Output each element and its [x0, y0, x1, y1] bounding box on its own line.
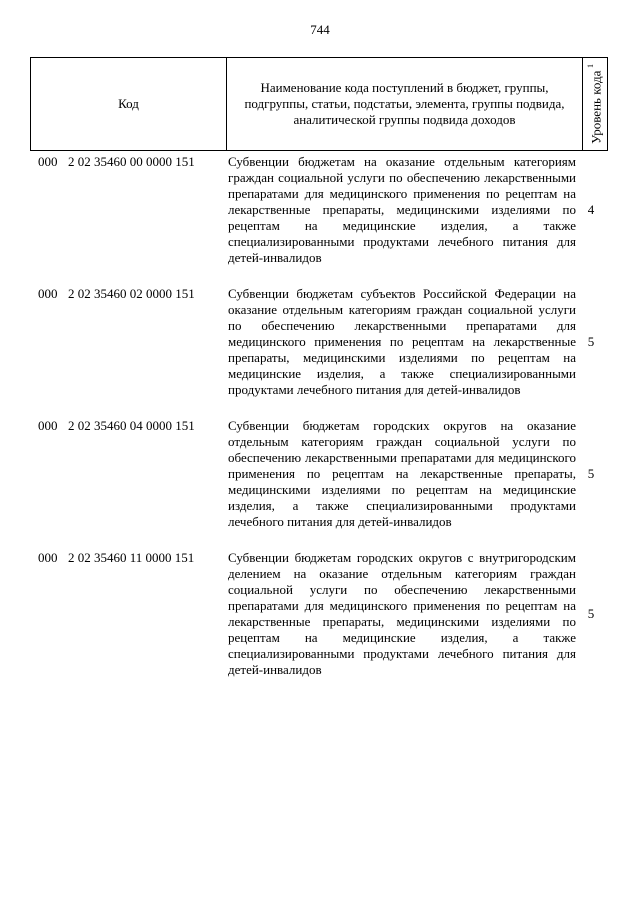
header-level-footnote: 1	[585, 64, 595, 69]
row-name: Субвенции бюджетам субъектов Российской Федерации на оказание отдельным категориям граждан социальной услуги по обеспечению лекарственными препаратами для медицинского применения по рецептам на лекарственные препараты, медицинскими изделиями по рецептам на медицинские изделия, а также специализированными продуктами лечебного питания для детей-инвалидов	[228, 286, 576, 397]
row-prefix: 000	[38, 418, 58, 433]
row-level: 5	[587, 606, 595, 621]
row-prefix: 000	[38, 286, 58, 301]
row-level: 5	[587, 334, 595, 349]
row-name: Субвенции бюджетам городских округов с внутригородским делением на оказание отдельным категориям граждан социальной услуги по обеспечению лекарственными препаратами для медицинского применения по рецептам на лекарственные препараты, медицинскими изделиями по рецептам на медицинские изделия, а также специализированными продуктами лечебного питания для детей-инвалидов	[228, 550, 576, 677]
table-header	[30, 57, 608, 151]
header-level-text: Уровень кода	[588, 70, 604, 144]
table-row	[30, 418, 608, 530]
table-body	[30, 154, 608, 698]
header-level-label	[586, 64, 604, 144]
row-prefix: 000	[38, 550, 58, 565]
header-level	[583, 58, 607, 150]
row-name: Субвенции бюджетам на оказание отдельным категориям граждан социальной услуги по обеспечению лекарственными препаратами для медицинского применения по рецептам на лекарственные препараты, медицинскими изделиями по рецептам на медицинские изделия, а также специализированными продуктами лечебного питания для детей-инвалидов	[228, 154, 576, 265]
row-code: 2 02 35460 04 0000 151	[68, 418, 195, 433]
row-code: 2 02 35460 00 0000 151	[68, 154, 195, 169]
row-level: 4	[587, 202, 595, 217]
row-code: 2 02 35460 02 0000 151	[68, 286, 195, 301]
table-row	[30, 286, 608, 398]
table-row	[30, 550, 608, 678]
row-name: Субвенции бюджетам городских округов на оказание отдельным категориям граждан социальной услуги по обеспечению лекарственными препаратами для медицинского применения по рецептам на лекарственные препараты, медицинскими изделиями по рецептам на медицинские изделия, а также специализированными продуктами лечебного питания для детей-инвалидов	[228, 418, 576, 529]
page-number: 744	[310, 22, 330, 37]
table-row	[30, 154, 608, 266]
row-code: 2 02 35460 11 0000 151	[68, 550, 195, 565]
row-prefix: 000	[38, 154, 58, 169]
header-name: Наименование кода поступлений в бюджет, группы, подгруппы, статьи, подстатьи, элемента, группы подвида, аналитической группы подвида доходов	[227, 58, 583, 150]
header-code: Код	[31, 58, 227, 150]
row-level: 5	[587, 466, 595, 481]
